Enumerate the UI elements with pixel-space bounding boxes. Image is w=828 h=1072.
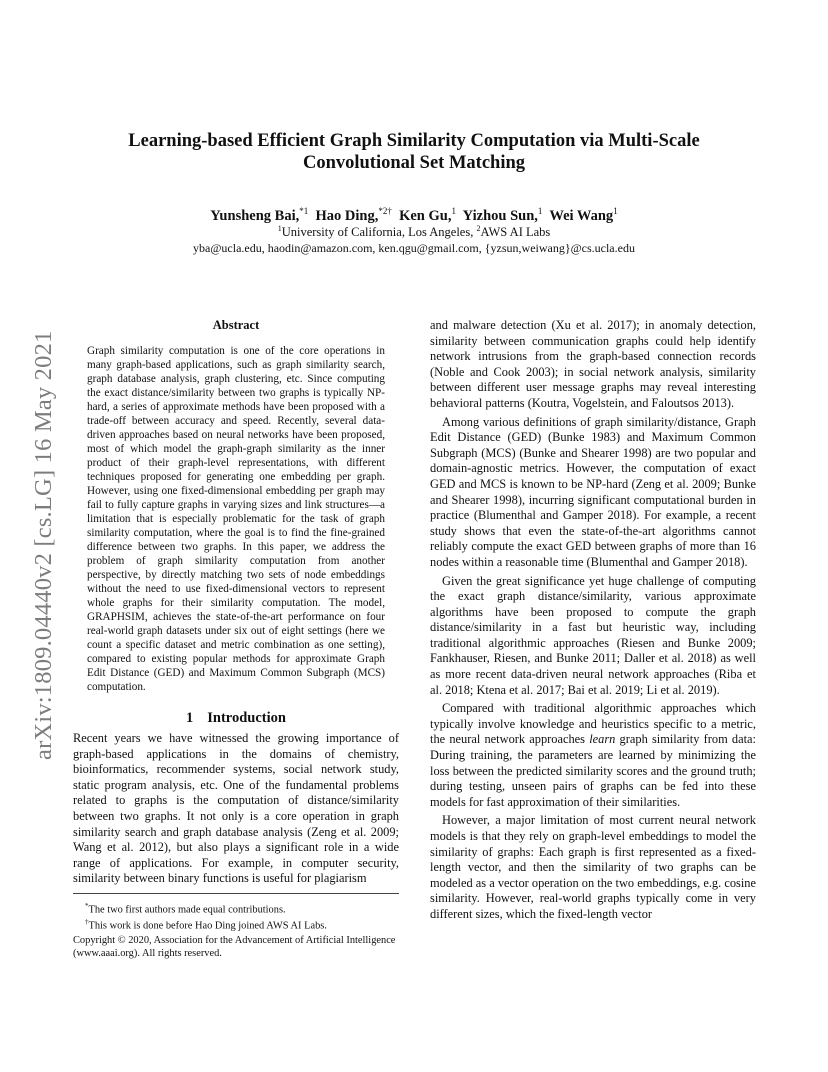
- author-name: Yizhou Sun,: [462, 207, 538, 224]
- author-list: [90, 206, 738, 225]
- footnote-text: The two first authors made equal contributions.: [88, 904, 286, 916]
- footnote-1: [73, 900, 399, 916]
- intro-paragraph-2: and malware detection (Xu et al. 2017); in anomaly detection, similarity between communication graphs could help identify network intrusions from the graph-based connection records (Noble and Cook 2003); in social network analysis, similarity between different user message graphs may reveal interesting behavioral patterns (Koutra, Vogelstein, and Faloutsos 2013).: [430, 318, 756, 410]
- affiliation-aws: AWS AI Labs: [480, 225, 551, 240]
- author-emails: yba@ucla.edu, haodin@amazon.com, ken.qgu@gmail.com, {yzsun,weiwang}@cs.ucla.edu: [193, 241, 635, 255]
- paper-title: [90, 130, 738, 174]
- left-column: [73, 318, 399, 887]
- text-run: graph similarity from data: During training, the parameters are learned by minimizing the loss between the predicted similarity scores and the ground truth; during testing, unseen pairs of graphs can be fed into these models for fast approximation of their similarities.: [430, 732, 756, 809]
- right-column: [430, 318, 756, 923]
- title-line-1: Learning-based Efficient Graph Similarity Computation via Multi-Scale: [128, 131, 700, 151]
- intro-paragraph-6: However, a major limitation of most current neural network models is that they rely on graph-level embeddings to model the similarity of graphs: Each graph is first represented as a fixed-length vector, and then the similarity of two graphs can be modeled as a vector operation on the two embeddings, e.g. cosine similarity. However, real-world graphs typically come in very different sizes, which the fixed-length vector: [430, 813, 756, 921]
- author-name: Hao Ding,: [315, 207, 379, 224]
- intro-paragraph-1: Recent years we have witnessed the growing importance of graph-based applications in the domains of chemistry, bioinformatics, recommender systems, social network study, static program analysis, etc. One of the fundamental problems related to graphs is the computation of distance/similarity between two graphs. It not only is a core operation in graph similarity search and graph database analysis (Zeng et al. 2009; Wang et al. 2012), but also plays a significant role in a wide range of applications. For example, in computer security, similarity between binary functions is useful for plagiarism: [73, 731, 399, 886]
- affiliation-marker: 1: [277, 224, 282, 233]
- section-number: 1: [186, 710, 194, 726]
- arxiv-identifier: arXiv:1809.04440v2 [cs.LG] 16 May 2021: [30, 330, 57, 760]
- footnotes: [73, 893, 399, 960]
- abstract-text: Graph similarity computation is one of the core operations in many graph-based applications, such as graph similarity search, graph database analysis, graph clustering, etc. Since computing the exact distance/similarity between two graphs is typically NP-hard, a series of approximate methods have been proposed with a trade-off between accuracy and speed. Recently, several data-driven approaches based on neural networks have been proposed, most of which model the graph-graph similarity as the inner product of their graph-level representations, with different techniques proposed for generating one embedding per graph. However, using one fixed-dimensional embedding per graph may fail to fully capture graphs in varying sizes and link structures—a limitation that is especially problematic for the task of graph similarity computation, where the goal is to find the fine-grained difference between two graphs. In this paper, we address the problem of graph similarity computation from another perspective, by directly matching two sets of node embeddings without the need to use fixed-dimensional vectors to represent whole graphs for their similarity computation. The model, GRAPHSIM, achieves the state-of-the-art performance on four real-world graph datasets under six out of eight settings (here we count a specific dataset and metric combination as one setting), compared to existing popular methods for approximate Graph Edit Distance (GED) and Maximum Common Subgraph (MCS) computation.: [87, 345, 385, 693]
- abstract-heading: Abstract: [212, 318, 260, 332]
- section-heading-introduction: [73, 710, 399, 727]
- title-line-2: Convolutional Set Matching: [302, 153, 526, 173]
- author-marker: *2†: [378, 206, 392, 216]
- affiliation-marker: 2: [476, 224, 481, 233]
- author-marker: 1: [537, 206, 543, 216]
- author-marker: 1: [613, 206, 618, 216]
- intro-paragraph-3: Among various definitions of graph similarity/distance, Graph Edit Distance (GED) (Bunke 1983) and Maximum Common Subgraph (MCS) (Bunke and Shearer 1998) are two popular and domain-agnostic metrics. However, the computation of exact GED and MCS is known to be NP-hard (Zeng et al. 2009; Bunke and Shearer 1998), incurring significant computational burden in practice (Blumenthal and Gamper 2018). For example, a recent study shows that even the state-of-the-art algorithms cannot reliably compute the exact GED between graphs of more than 16 nodes within a reasonable time (Blumenthal and Gamper 2018).: [430, 414, 756, 569]
- intro-paragraph-4: Given the great significance yet huge challenge of computing the exact graph distance/similarity, various approximate algorithms have been proposed to compute the graph distance/similarity in a fast but heuristic way, including traditional algorithmic approaches (Riesen and Bunke 2009; Fankhauser, Riesen, and Bunke 2011; Daller et al. 2018) as well as more recent data-driven neural network approaches (Riba et al. 2018; Ktena et al. 2017; Bai et al. 2019; Li et al. 2019).: [430, 573, 756, 697]
- footnote-marker: *: [85, 902, 89, 910]
- section-title: Introduction: [207, 710, 286, 726]
- intro-paragraph-5: [430, 701, 756, 810]
- author-name: Yunsheng Bai,: [210, 207, 300, 224]
- affiliation-ucla: University of California, Los Angeles,: [281, 225, 477, 240]
- author-marker: *1: [299, 206, 309, 216]
- affiliations: [90, 224, 738, 240]
- emphasis-learn: learn: [589, 732, 616, 747]
- footnote-marker: †: [85, 918, 89, 927]
- author-marker: 1: [451, 206, 456, 216]
- copyright-notice: Copyright © 2020, Association for the Advancement of Artificial Intelligence (www.aaai.org). All rights reserved.: [73, 934, 396, 959]
- author-name: Ken Gu,: [399, 207, 452, 224]
- text-run: Compared with traditional algorithmic approaches which typically involve knowledge and heuristics specific to a metric, the neural network approaches: [430, 701, 756, 747]
- author-name: Wei Wang: [549, 207, 614, 224]
- footnote-2: [73, 916, 399, 932]
- footnote-text: This work is done before Hao Ding joined AWS AI Labs.: [88, 920, 327, 932]
